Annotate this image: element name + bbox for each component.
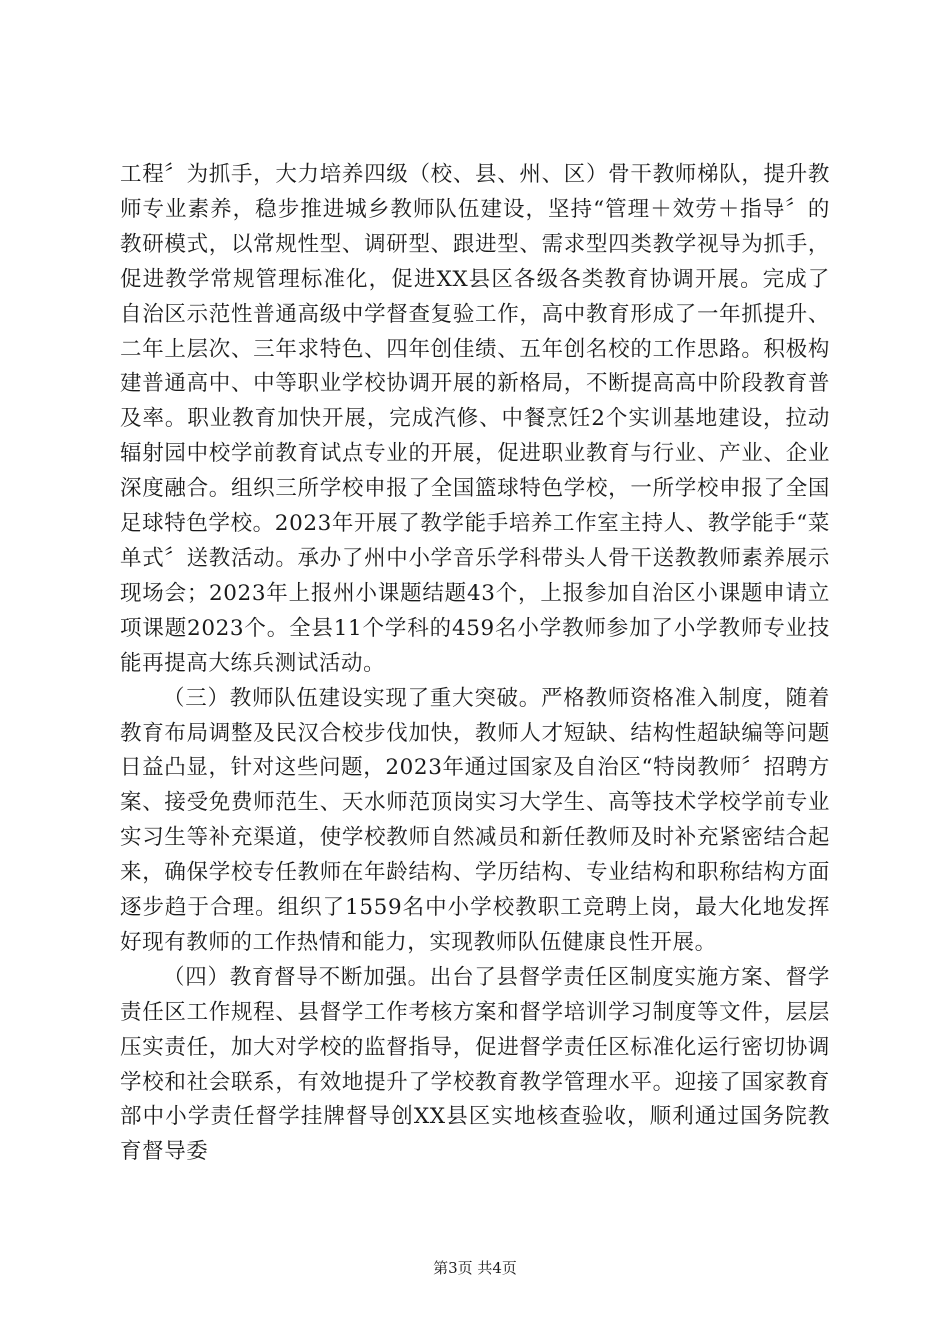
document-body	[120, 158, 830, 1170]
paragraph-section-4: （四）教育督导不断加强。出台了县督学责任区制度实施方案、督学责任区工作规程、县督学工作考核方案和督学培训学习制度等文件，层层压实责任，加大对学校的监督指导，促进督学责任区标准化运行密切协调学校和社会联系，有效地提升了学校教育教学管理水平。迎接了国家教育部中小学责任督学挂牌督导创XX县区实地核查验收，顺利通过国务院教育督导委	[120, 964, 830, 1165]
paragraph-section-3: （三）教师队伍建设实现了重大突破。严格教师资格准入制度，随着教育布局调整及民汉合校步伐加快，教师人才短缺、结构性超缺编等问题日益凸显，针对这些问题，2023年通过国家及自治区“特岗教师〞招聘方案、接受免费师范生、天水师范顶岗实习大学生、高等技术学校学前专业实习生等补充渠道，使学校教师自然减员和新任教师及时补充紧密结合起来，确保学校专任教师在年龄结构、学历结构、专业结构和职称结构方面逐步趋于合理。组织了1559名中小学校教职工竞聘上岗，最大化地发挥好现有教师的工作热情和能力，实现教师队伍健康良性开展。	[120, 685, 830, 955]
page-number: 第3页 共4页	[433, 1259, 517, 1277]
paragraph-continuation: 工程〞为抓手，大力培养四级（校、县、州、区）骨干教师梯队，提升教师专业素养，稳步推进城乡教师队伍建设，坚持“管理＋效劳＋指导〞的教研模式，以常规性型、调研型、跟进型、需求型四类教学视导为抓手，促进教学常规管理标准化，促进XX县区各级各类教育协调开展。完成了自治区示范性普通高级中学督查复验工作，高中教育形成了一年抓提升、二年上层次、三年求特色、四年创佳绩、五年创名校的工作思路。积极构建普通高中、中等职业学校协调开展的新格局，不断提高高中阶段教育普及率。职业教育加快开展，完成汽修、中餐烹饪2个实训基地建设，拉动辐射园中校学前教育试点专业的开展，促进职业教育与行业、产业、企业深度融合。组织三所学校申报了全国篮球特色学校，一所学校申报了全国足球特色学校。2023年开展了教学能手培养工作室主持人、教学能手“菜单式〞送教活动。承办了州中小学音乐学科带头人骨干送教教师素养展示现场会；2023年上报州小课题结题43个，上报参加自治区小课题申请立项课题2023个。全县11个学科的459名小学教师参加了小学教师专业技能再提高大练兵测试活动。	[120, 162, 830, 676]
page-footer	[0, 1258, 950, 1278]
